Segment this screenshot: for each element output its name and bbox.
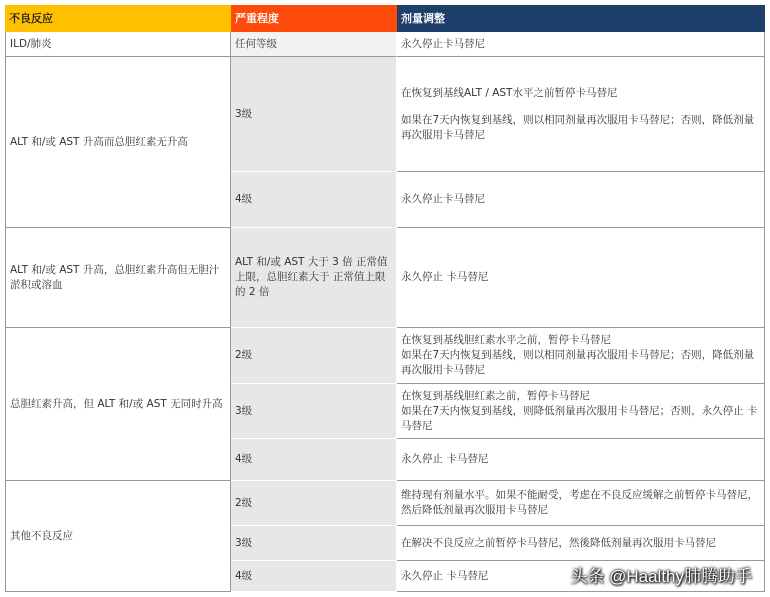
action-line: 如果在7天内恢复到基线，则降低剂量再次服用卡马替尼；否则，永久停止 卡马替尼 (401, 404, 758, 432)
severity-cell: 2级 (231, 481, 397, 526)
severity-cell: 4级 (231, 561, 397, 592)
action-line: 在恢复到基线ALT / AST水平之前暂停卡马替尼 (401, 86, 618, 99)
action-cell (397, 328, 765, 384)
action-cell: 维持现有剂量水平。如果不能耐受，考虑在不良反应缓解之前暂停卡马替尼，然后降低剂量再次服用卡马替尼 (397, 481, 765, 526)
action-cell: 永久停止 卡马替尼 (397, 561, 765, 592)
action-cell (397, 57, 765, 172)
header-dose-adjustment: 剂量调整 (397, 5, 765, 32)
action-line: 在恢复到基线胆红素之前，暂停卡马替尼 (401, 389, 590, 402)
action-cell: 永久停止卡马替尼 (397, 32, 765, 57)
action-cell (397, 384, 765, 439)
severity-cell: 2级 (231, 328, 397, 384)
reaction-cell: 总胆红素升高，但 ALT 和/或 AST 无同时升高 (5, 328, 231, 481)
reaction-cell: ALT 和/或 AST 升高而总胆红素无升高 (5, 57, 231, 228)
action-line: 在恢复到基线胆红素水平之前，暂停卡马替尼 (401, 334, 611, 346)
header-severity: 严重程度 (231, 5, 397, 32)
severity-cell: 4级 (231, 439, 397, 481)
action-line: 如果在7天内恢复到基线，则以相同剂量再次服用卡马替尼；否则，降低剂量再次服用卡马替尼 (401, 113, 755, 141)
action-cell: 永久停止 卡马替尼 (397, 439, 765, 481)
severity-cell: ALT 和/或 AST 大于 3 倍 正常值上限，总胆红素大于 正常值上限 的 2 倍 (231, 228, 397, 328)
header-adverse-reaction: 不良反应 (5, 5, 231, 32)
severity-cell: 3级 (231, 57, 397, 172)
reaction-cell: ILD/肺炎 (5, 32, 231, 57)
action-cell: 永久停止 卡马替尼 (397, 228, 765, 328)
watermark: 头条 @Haalthy肺腾助手 (570, 567, 752, 586)
reaction-cell: ALT 和/或 AST 升高，总胆红素升高但无胆汁淤积或溶血 (5, 228, 231, 328)
severity-cell: 3级 (231, 384, 397, 439)
action-cell: 永久停止卡马替尼 (397, 172, 765, 228)
action-cell: 在解决不良反应之前暂停卡马替尼，然後降低剂量再次服用卡马替尼 (397, 526, 765, 561)
dose-adjustment-table (5, 5, 765, 592)
action-line: 如果在7天内恢复到基线，则以相同剂量再次服用卡马替尼；否则，降低剂量再次服用卡马替尼 (401, 349, 755, 376)
reaction-cell: 其他不良反应 (5, 481, 231, 592)
severity-cell: 3级 (231, 526, 397, 561)
severity-cell: 任何等级 (231, 32, 397, 57)
severity-cell: 4级 (231, 172, 397, 228)
